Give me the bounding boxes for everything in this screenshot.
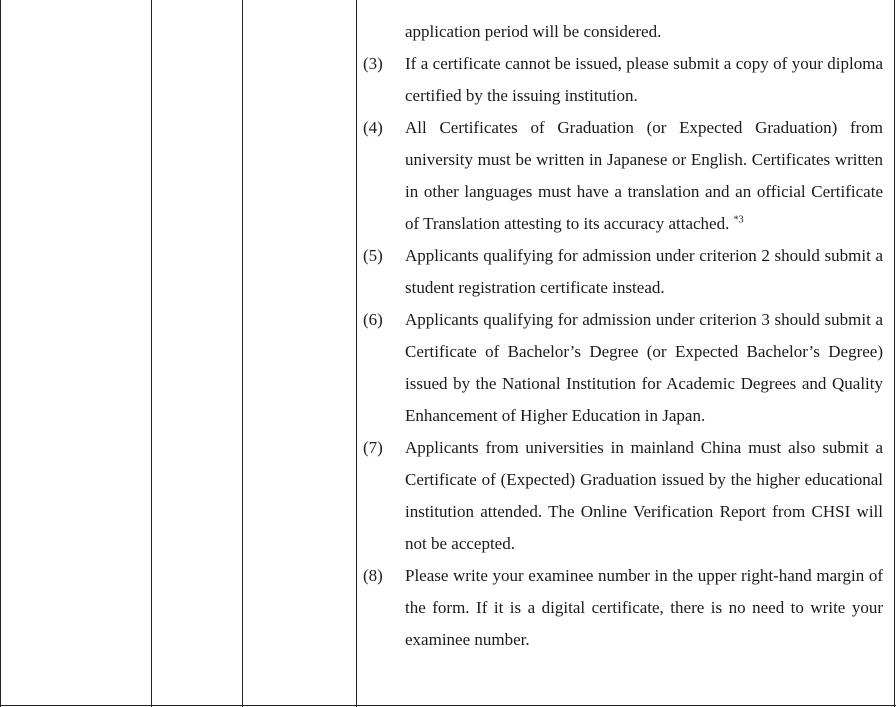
- notes-list: [363, 48, 883, 656]
- item-number: (6): [363, 310, 383, 329]
- item-number: (8): [363, 566, 383, 585]
- list-item: [363, 240, 883, 304]
- item-text: Please write your examinee number in the upper right-hand margin of the form. If it is a digital certificate, there is no need to write your examinee number.: [405, 566, 883, 649]
- list-item: [363, 112, 883, 240]
- item-text: Applicants qualifying for admission under criterion 3 should submit a Certificate of Bachelor’s Degree (or Expected Bachelor’s Degree) issued by the National Institution for Academic Degrees and Quality Enhancement of Higher Education in Japan.: [405, 310, 883, 425]
- item-text: If a certificate cannot be issued, please submit a copy of your diploma certified by the issuing institution.: [405, 54, 883, 105]
- item-number: (4): [363, 118, 383, 137]
- table-border-right: [894, 0, 895, 707]
- column-divider-1: [151, 0, 152, 707]
- footnote-marker: *3: [733, 214, 744, 226]
- list-item: [363, 48, 883, 112]
- item-number: (3): [363, 54, 383, 73]
- item-text-wrapper: [405, 112, 883, 240]
- column-divider-2: [242, 0, 243, 707]
- table-border-left: [0, 0, 1, 707]
- list-item: [363, 560, 883, 656]
- continued-text: application period will be considered.: [405, 22, 662, 41]
- item-number: (5): [363, 246, 383, 265]
- item-text: Applicants from universities in mainland China must also submit a Certificate of (Expected) Graduation issued by the higher educational institution attended. The Online Verification Report from CHSI will not be accepted.: [405, 438, 883, 553]
- item-number: (7): [363, 438, 383, 457]
- list-item: [363, 432, 883, 560]
- notes-cell: [357, 0, 886, 707]
- list-item: [363, 304, 883, 432]
- item-text: Applicants qualifying for admission under criterion 2 should submit a student registration certificate instead.: [405, 246, 883, 297]
- item-text: All Certificates of Graduation (or Expected Graduation) from university must be written in Japanese or English. Certificates written in other languages must have a translation and an official Certificate of Translation attesting to its accuracy attached.: [405, 118, 883, 233]
